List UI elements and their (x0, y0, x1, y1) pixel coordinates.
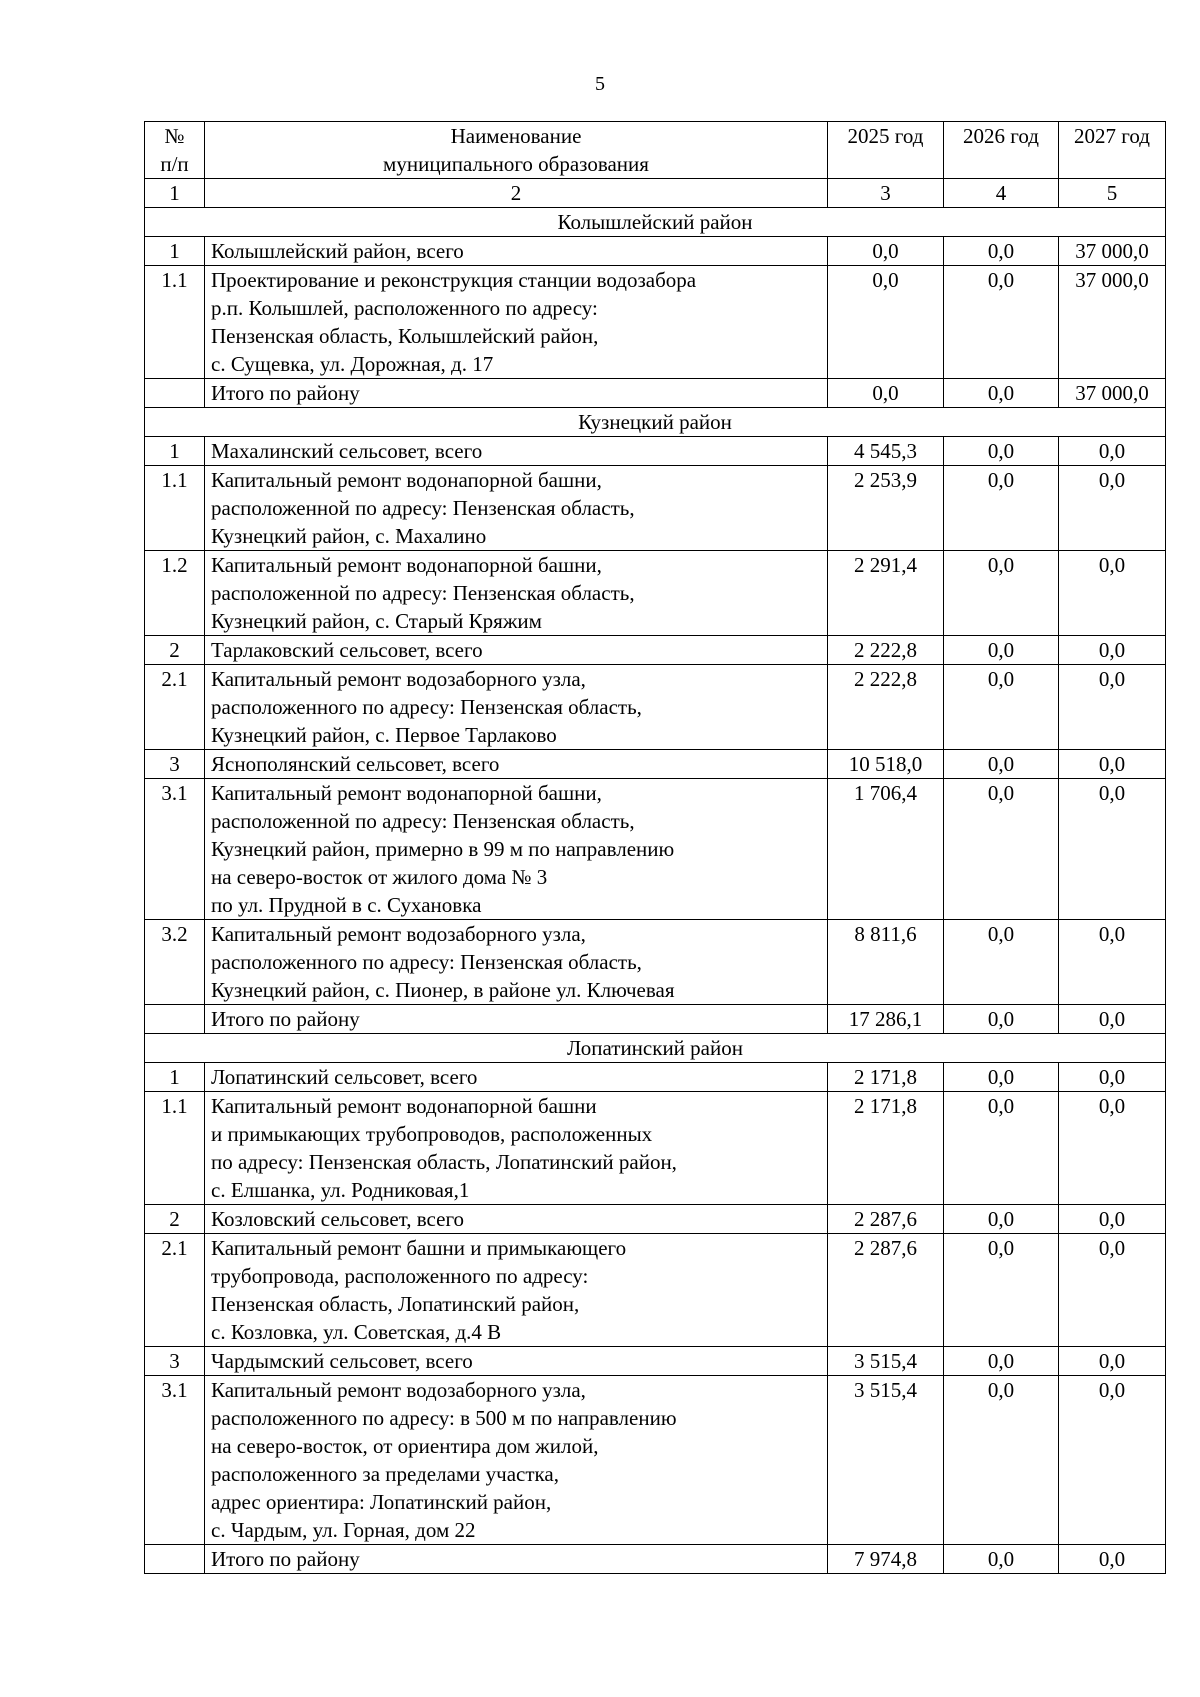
value-2026: 0,0 (944, 1205, 1059, 1234)
value-2027: 0,0 (1059, 636, 1166, 665)
value-2027: 0,0 (1059, 1376, 1166, 1545)
table-body (145, 208, 1166, 1574)
table-row (145, 437, 1166, 466)
row-number: 1 (145, 437, 205, 466)
district-name: Лопатинский район (145, 1034, 1166, 1063)
value-2027: 0,0 (1059, 750, 1166, 779)
table-row (145, 1063, 1166, 1092)
value-2026: 0,0 (944, 1347, 1059, 1376)
value-2025: 2 222,8 (828, 636, 944, 665)
value-2026: 0,0 (944, 237, 1059, 266)
value-2025: 0,0 (828, 237, 944, 266)
table-row (145, 1205, 1166, 1234)
value-2025: 1 706,4 (828, 779, 944, 920)
table-row (145, 665, 1166, 750)
value-2025: 7 974,8 (828, 1545, 944, 1574)
row-name: Проектирование и реконструкция станции водозабора р.п. Колышлей, расположенного по адресу: Пензенская область, Колышлейский район, с. Сущевка, ул. Дорожная, д. 17 (205, 266, 828, 379)
value-2027: 0,0 (1059, 1005, 1166, 1034)
page-number: 5 (595, 73, 605, 95)
value-2026: 0,0 (944, 636, 1059, 665)
table-row (145, 1234, 1166, 1347)
value-2027: 0,0 (1059, 1092, 1166, 1205)
table-row (145, 466, 1166, 551)
value-2025: 2 291,4 (828, 551, 944, 636)
table-row (145, 779, 1166, 920)
value-2027: 0,0 (1059, 437, 1166, 466)
value-2026: 0,0 (944, 437, 1059, 466)
table-row (145, 920, 1166, 1005)
value-2025: 2 287,6 (828, 1205, 944, 1234)
table-row (145, 379, 1166, 408)
value-2027: 0,0 (1059, 1205, 1166, 1234)
header-2027: 2027 год (1059, 122, 1166, 179)
row-number (145, 379, 205, 408)
row-number (145, 1545, 205, 1574)
value-2026: 0,0 (944, 1545, 1059, 1574)
value-2026: 0,0 (944, 1005, 1059, 1034)
value-2025: 2 222,8 (828, 665, 944, 750)
row-number: 3 (145, 1347, 205, 1376)
row-name: Капитальный ремонт водонапорной башни, расположенной по адресу: Пензенская область, Кузнецкий район, с. Старый Кряжим (205, 551, 828, 636)
row-number: 1.1 (145, 266, 205, 379)
row-name: Лопатинский сельсовет, всего (205, 1063, 828, 1092)
row-name: Итого по району (205, 1545, 828, 1574)
row-name: Капитальный ремонт водонапорной башни и примыкающих трубопроводов, расположенных по адресу: Пензенская область, Лопатинский район, с. Елшанка, ул. Родниковая,1 (205, 1092, 828, 1205)
table-row (145, 1376, 1166, 1545)
value-2025: 4 545,3 (828, 437, 944, 466)
value-2025: 10 518,0 (828, 750, 944, 779)
row-number: 1.2 (145, 551, 205, 636)
value-2026: 0,0 (944, 750, 1059, 779)
row-number: 3 (145, 750, 205, 779)
header-num: № п/п (145, 122, 205, 179)
value-2026: 0,0 (944, 379, 1059, 408)
value-2027: 0,0 (1059, 1545, 1166, 1574)
value-2025: 17 286,1 (828, 1005, 944, 1034)
value-2026: 0,0 (944, 466, 1059, 551)
value-2027: 0,0 (1059, 779, 1166, 920)
district-header-row (145, 208, 1166, 237)
row-name: Тарлаковский сельсовет, всего (205, 636, 828, 665)
row-name: Капитальный ремонт водонапорной башни, расположенной по адресу: Пензенская область, Кузнецкий район, примерно в 99 м по направлению на северо-восток от жилого дома № 3 по ул. Прудной в с. Сухановка (205, 779, 828, 920)
value-2025: 3 515,4 (828, 1376, 944, 1545)
row-name: Капитальный ремонт башни и примыкающего трубопровода, расположенного по адресу: Пензенская область, Лопатинский район, с. Козловка, ул. Советская, д.4 В (205, 1234, 828, 1347)
column-number: 3 (828, 179, 944, 208)
column-number: 2 (205, 179, 828, 208)
value-2026: 0,0 (944, 551, 1059, 636)
row-name: Итого по району (205, 1005, 828, 1034)
row-number: 1.1 (145, 466, 205, 551)
district-name: Колышлейский район (145, 208, 1166, 237)
value-2025: 2 171,8 (828, 1063, 944, 1092)
row-name: Капитальный ремонт водозаборного узла, расположенного по адресу: Пензенская область, Кузнецкий район, с. Первое Тарлаково (205, 665, 828, 750)
value-2025: 3 515,4 (828, 1347, 944, 1376)
row-number: 1 (145, 1063, 205, 1092)
row-name: Капитальный ремонт водозаборного узла, расположенного по адресу: Пензенская область, Кузнецкий район, с. Пионер, в районе ул. Ключевая (205, 920, 828, 1005)
table-row (145, 750, 1166, 779)
row-name: Козловский сельсовет, всего (205, 1205, 828, 1234)
table-row (145, 1545, 1166, 1574)
row-number (145, 1005, 205, 1034)
column-number: 5 (1059, 179, 1166, 208)
row-number: 2 (145, 1205, 205, 1234)
value-2027: 0,0 (1059, 1234, 1166, 1347)
row-name: Колышлейский район, всего (205, 237, 828, 266)
value-2025: 0,0 (828, 379, 944, 408)
value-2025: 2 171,8 (828, 1092, 944, 1205)
table-row (145, 1347, 1166, 1376)
value-2026: 0,0 (944, 1092, 1059, 1205)
column-number-row (145, 179, 1166, 208)
row-name: Яснополянский сельсовет, всего (205, 750, 828, 779)
table-row (145, 266, 1166, 379)
table-header-row (145, 122, 1166, 179)
value-2027: 37 000,0 (1059, 237, 1166, 266)
column-number: 4 (944, 179, 1059, 208)
value-2027: 0,0 (1059, 466, 1166, 551)
value-2025: 2 253,9 (828, 466, 944, 551)
row-number: 2.1 (145, 1234, 205, 1347)
value-2026: 0,0 (944, 1063, 1059, 1092)
value-2026: 0,0 (944, 1376, 1059, 1545)
column-number: 1 (145, 179, 205, 208)
value-2026: 0,0 (944, 920, 1059, 1005)
value-2025: 2 287,6 (828, 1234, 944, 1347)
row-number: 1.1 (145, 1092, 205, 1205)
table-row (145, 1005, 1166, 1034)
value-2026: 0,0 (944, 779, 1059, 920)
funding-table (144, 121, 1166, 1574)
table-row (145, 1092, 1166, 1205)
district-header-row (145, 1034, 1166, 1063)
value-2027: 0,0 (1059, 551, 1166, 636)
value-2027: 37 000,0 (1059, 266, 1166, 379)
row-name: Чардымский сельсовет, всего (205, 1347, 828, 1376)
district-name: Кузнецкий район (145, 408, 1166, 437)
row-name: Капитальный ремонт водозаборного узла, расположенного по адресу: в 500 м по направлению на северо-восток, от ориентира дом жилой, расположенного за пределами участка, адрес ориентира: Лопатинский район, с. Чардым, ул. Горная, дом 22 (205, 1376, 828, 1545)
district-header-row (145, 408, 1166, 437)
row-number: 2 (145, 636, 205, 665)
value-2027: 0,0 (1059, 1347, 1166, 1376)
value-2027: 0,0 (1059, 920, 1166, 1005)
value-2027: 0,0 (1059, 1063, 1166, 1092)
row-number: 2.1 (145, 665, 205, 750)
value-2025: 0,0 (828, 266, 944, 379)
header-2026: 2026 год (944, 122, 1059, 179)
table-row (145, 636, 1166, 665)
table-row (145, 551, 1166, 636)
row-number: 3.1 (145, 1376, 205, 1545)
row-name: Итого по району (205, 379, 828, 408)
header-2025: 2025 год (828, 122, 944, 179)
row-number: 3.2 (145, 920, 205, 1005)
value-2027: 0,0 (1059, 665, 1166, 750)
row-name: Капитальный ремонт водонапорной башни, расположенной по адресу: Пензенская область, Кузнецкий район, с. Махалино (205, 466, 828, 551)
row-number: 1 (145, 237, 205, 266)
value-2025: 8 811,6 (828, 920, 944, 1005)
table-row (145, 237, 1166, 266)
value-2026: 0,0 (944, 266, 1059, 379)
row-name: Махалинский сельсовет, всего (205, 437, 828, 466)
value-2026: 0,0 (944, 665, 1059, 750)
value-2027: 37 000,0 (1059, 379, 1166, 408)
row-number: 3.1 (145, 779, 205, 920)
value-2026: 0,0 (944, 1234, 1059, 1347)
header-name: Наименование муниципального образования (205, 122, 828, 179)
